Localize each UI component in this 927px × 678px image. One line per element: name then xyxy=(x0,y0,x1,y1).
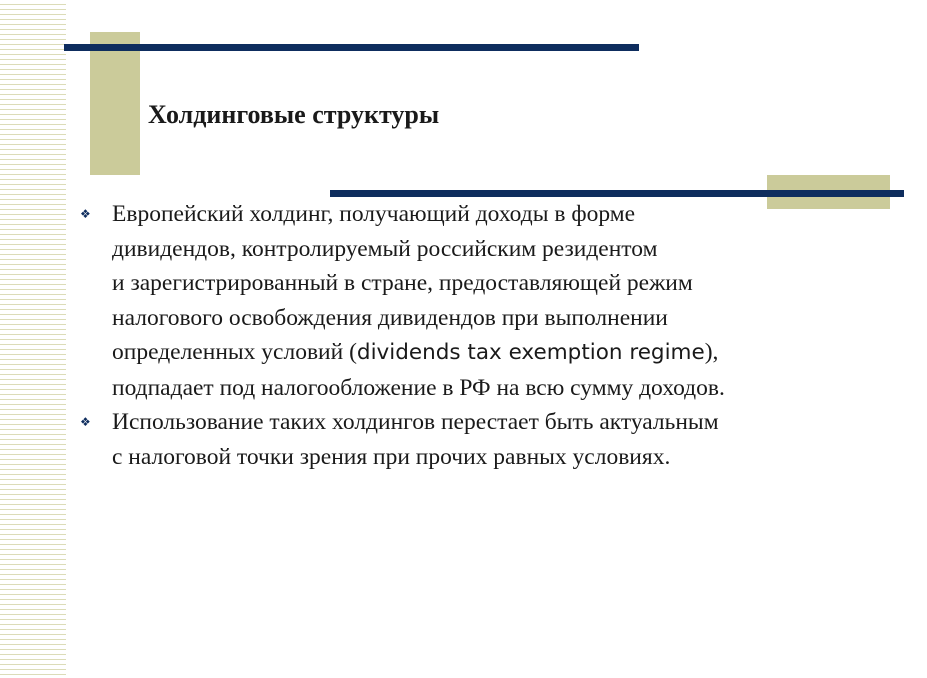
line-text-after: ), xyxy=(704,339,719,365)
bullet-list xyxy=(78,197,858,474)
bullet-text-line: Использование таких холдингов перестает быть актуальным xyxy=(112,409,719,435)
bullet-text-line: Европейский холдинг, получающий доходы в форме xyxy=(112,201,636,227)
bullet-text-line: налогового освобождения дивидендов при выполнении xyxy=(112,304,668,331)
bullet-item xyxy=(78,197,858,405)
line-text-before: определенных условий ( xyxy=(112,339,357,365)
slide-title: Холдинговые структуры xyxy=(148,100,440,129)
bullet-text-line: дивидендов, контролируемый российским резидентом xyxy=(112,235,658,262)
bullet-text-line xyxy=(112,335,858,371)
decorative-stripe-band xyxy=(0,0,66,678)
title-accent-block xyxy=(90,32,140,175)
bullet-text-line: подпадает под налогообложение в РФ на всю сумму доходов. xyxy=(112,374,725,401)
bullet-text-line: и зарегистрированный в стране, предоставляющей режим xyxy=(112,270,693,296)
diamond-bullet-icon: ❖ xyxy=(80,207,91,221)
english-term: dividends tax exemption regime xyxy=(356,340,705,365)
diamond-bullet-icon: ❖ xyxy=(80,415,91,429)
body-rule xyxy=(330,190,904,197)
bullet-item xyxy=(78,405,858,474)
title-rule xyxy=(64,44,639,51)
bullet-text-line: с налоговой точки зрения при прочих равных условиях. xyxy=(112,443,671,470)
